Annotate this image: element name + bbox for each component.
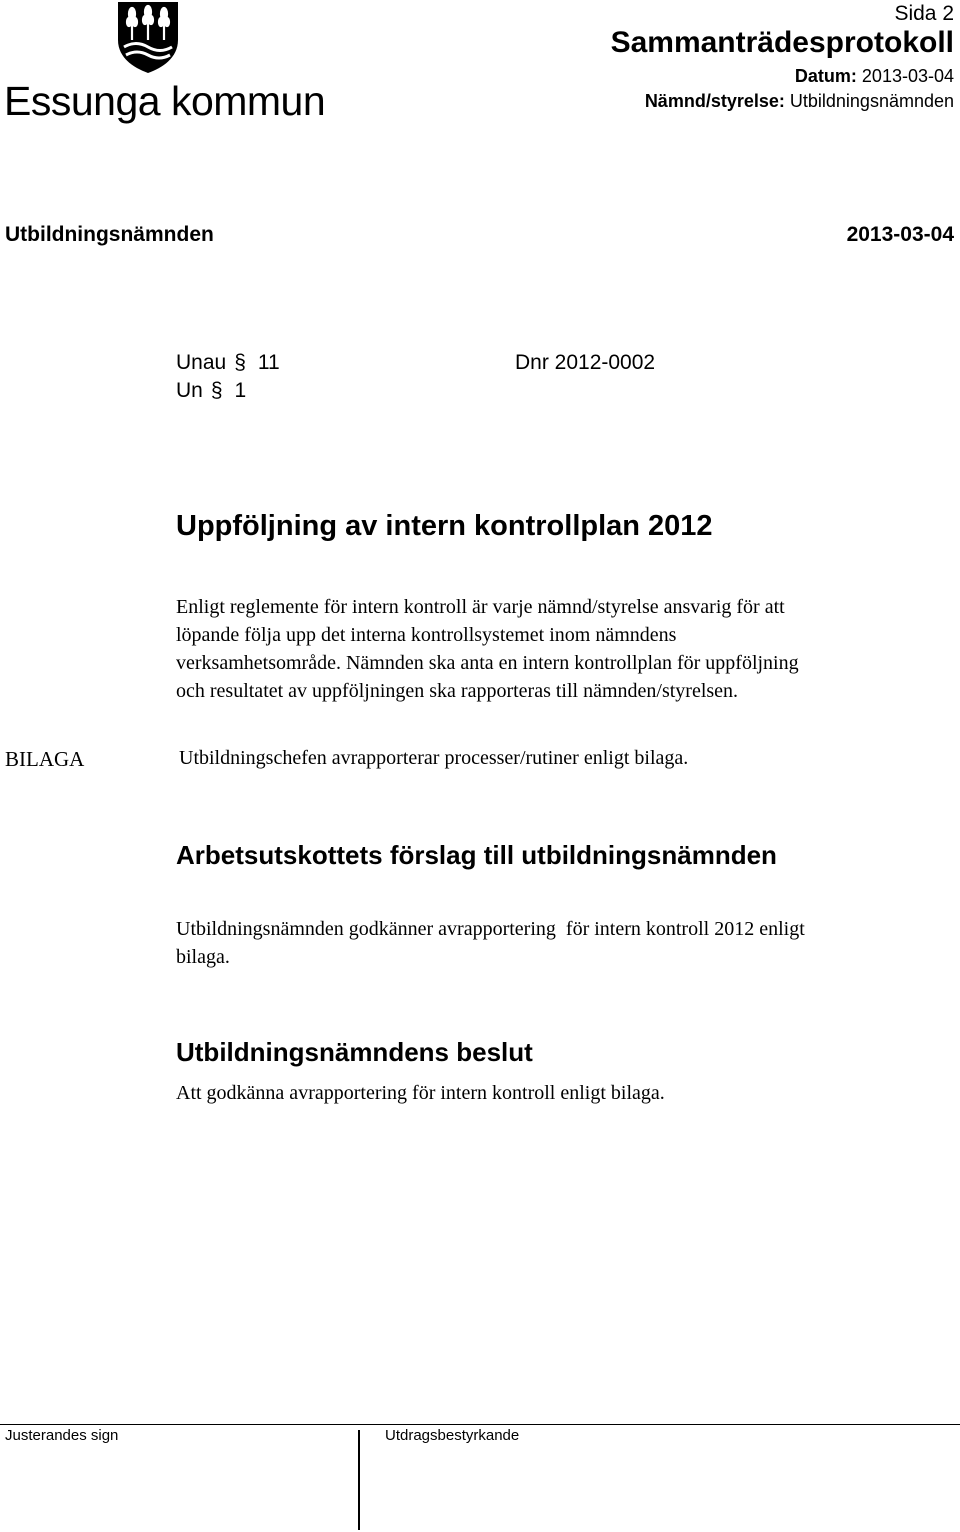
footer-divider [358, 1430, 360, 1530]
page-number: Sida 2 [894, 2, 954, 25]
document-board [645, 91, 954, 112]
unau-paragraph-ref [176, 351, 280, 375]
bilaga-text: Utbildningschefen avrapporterar processer/rutiner enligt bilaga. [179, 747, 689, 769]
proposal-line: Utbildningsnämnden godkänner avrapportering för intern kontroll 2012 enligt [176, 918, 805, 940]
section-heading: Uppföljning av intern kontrollplan 2012 [176, 510, 713, 542]
footer-rule [0, 1424, 960, 1425]
decision-heading: Utbildningsnämndens beslut [176, 1037, 533, 1067]
date-label: Datum: [794, 66, 857, 86]
document-date [795, 66, 954, 87]
date-value: 2013-03-04 [861, 66, 954, 86]
meeting-date: 2013-03-04 [846, 223, 954, 246]
un-paragraph-ref [176, 379, 246, 403]
section-sign: § [210, 379, 223, 402]
proposal-heading: Arbetsutskottets förslag till utbildningsnämnden [176, 840, 777, 870]
un-prefix: Un [176, 379, 203, 402]
footer-certification-label: Utdragsbestyrkande [385, 1427, 520, 1444]
unau-number: 11 [257, 351, 280, 374]
board-value: Utbildningsnämnden [789, 91, 954, 111]
logo-text: Essunga kommun [4, 78, 326, 124]
un-number: 1 [234, 379, 247, 402]
document-title: Sammanträdesprotokoll [610, 26, 954, 59]
dnr-reference: Dnr 2012-0002 [515, 351, 656, 374]
body-line: och resultatet av uppföljningen ska rapporteras till nämnden/styrelsen. [176, 680, 739, 702]
decision-text: Att godkänna avrapportering för intern kontroll enligt bilaga. [176, 1082, 665, 1104]
unau-prefix: Unau [176, 351, 227, 374]
board-label: Nämnd/styrelse: [644, 91, 785, 111]
bilaga-label: BILAGA [5, 747, 85, 771]
section-sign: § [234, 351, 246, 374]
body-line: verksamhetsområde. Nämnden ska anta en intern kontrollplan för uppföljning [176, 652, 799, 674]
footer-sign-label: Justerandes sign [5, 1427, 119, 1444]
proposal-line: bilaga. [176, 946, 230, 968]
body-line: Enligt reglemente för intern kontroll är varje nämnd/styrelse ansvarig för att [176, 596, 785, 618]
meeting-board: Utbildningsnämnden [5, 223, 214, 246]
municipal-crest-icon [116, 0, 180, 74]
body-line: löpande följa upp det interna kontrollsystemet inom nämndens [176, 624, 677, 646]
